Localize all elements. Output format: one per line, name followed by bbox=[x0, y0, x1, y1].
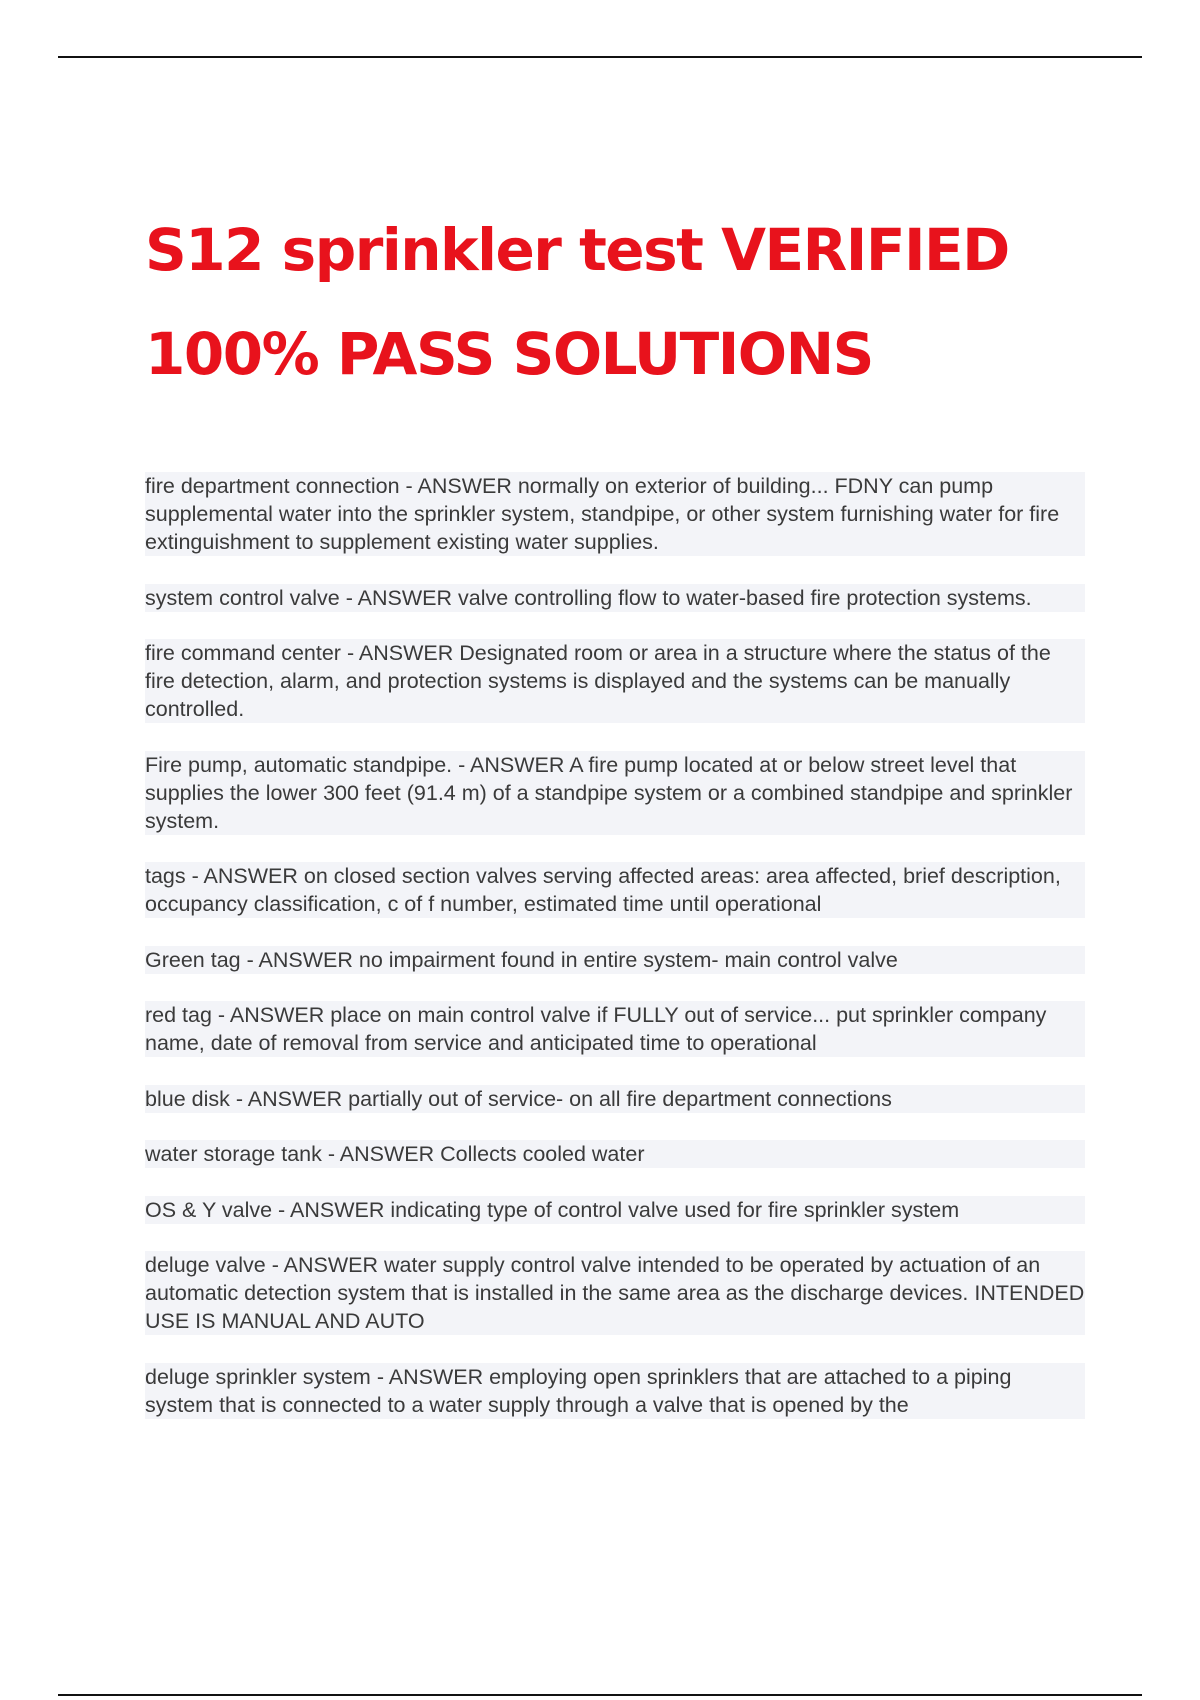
qa-entry-fire-pump: Fire pump, automatic standpipe. - ANSWER A fire pump located at or below street level that supplies the lower 300 feet (91.4 m) of a standpipe system or a combined standpipe and sprinkler system. bbox=[145, 751, 1085, 835]
qa-entry-red-tag: red tag - ANSWER place on main control valve if FULLY out of service... put sprinkler company name, date of removal from service and anticipated time to operational bbox=[145, 1001, 1085, 1057]
qa-entry-fire-command-center: fire command center - ANSWER Designated room or area in a structure where the status of the fire detection, alarm, and protection systems is displayed and the systems can be manually controlled. bbox=[145, 639, 1085, 723]
top-rule bbox=[58, 56, 1142, 58]
title-line-2: 100% PASS SOLUTIONS bbox=[145, 320, 873, 388]
qa-entry-water-storage-tank: water storage tank - ANSWER Collects cooled water bbox=[145, 1140, 1085, 1168]
document-title bbox=[145, 198, 1145, 406]
title-line-1: S12 sprinkler test VERIFIED bbox=[145, 216, 1009, 284]
qa-entry-green-tag: Green tag - ANSWER no impairment found in entire system- main control valve bbox=[145, 946, 1085, 974]
qa-entry-blue-disk: blue disk - ANSWER partially out of service- on all fire department connections bbox=[145, 1085, 1085, 1113]
bottom-rule bbox=[58, 1694, 1142, 1696]
qa-list bbox=[145, 472, 1085, 1446]
qa-entry-tags: tags - ANSWER on closed section valves serving affected areas: area affected, brief description, occupancy classification, c of f number, estimated time until operational bbox=[145, 862, 1085, 918]
qa-entry-fire-department-connection: fire department connection - ANSWER normally on exterior of building... FDNY can pump supplemental water into the sprinkler system, standpipe, or other system furnishing water for fire extinguishment to supplement existing water supplies. bbox=[145, 472, 1085, 556]
qa-entry-deluge-sprinkler-system: deluge sprinkler system - ANSWER employing open sprinklers that are attached to a piping system that is connected to a water supply through a valve that is opened by the bbox=[145, 1363, 1085, 1419]
qa-entry-deluge-valve: deluge valve - ANSWER water supply control valve intended to be operated by actuation of an automatic detection system that is installed in the same area as the discharge devices. INTENDED USE IS MANUAL AND AUTO bbox=[145, 1253, 1085, 1333]
qa-entry-os-y-valve: OS & Y valve - ANSWER indicating type of control valve used for fire sprinkler system bbox=[145, 1196, 1085, 1224]
qa-entry-system-control-valve: system control valve - ANSWER valve controlling flow to water-based fire protection systems. bbox=[145, 584, 1085, 612]
